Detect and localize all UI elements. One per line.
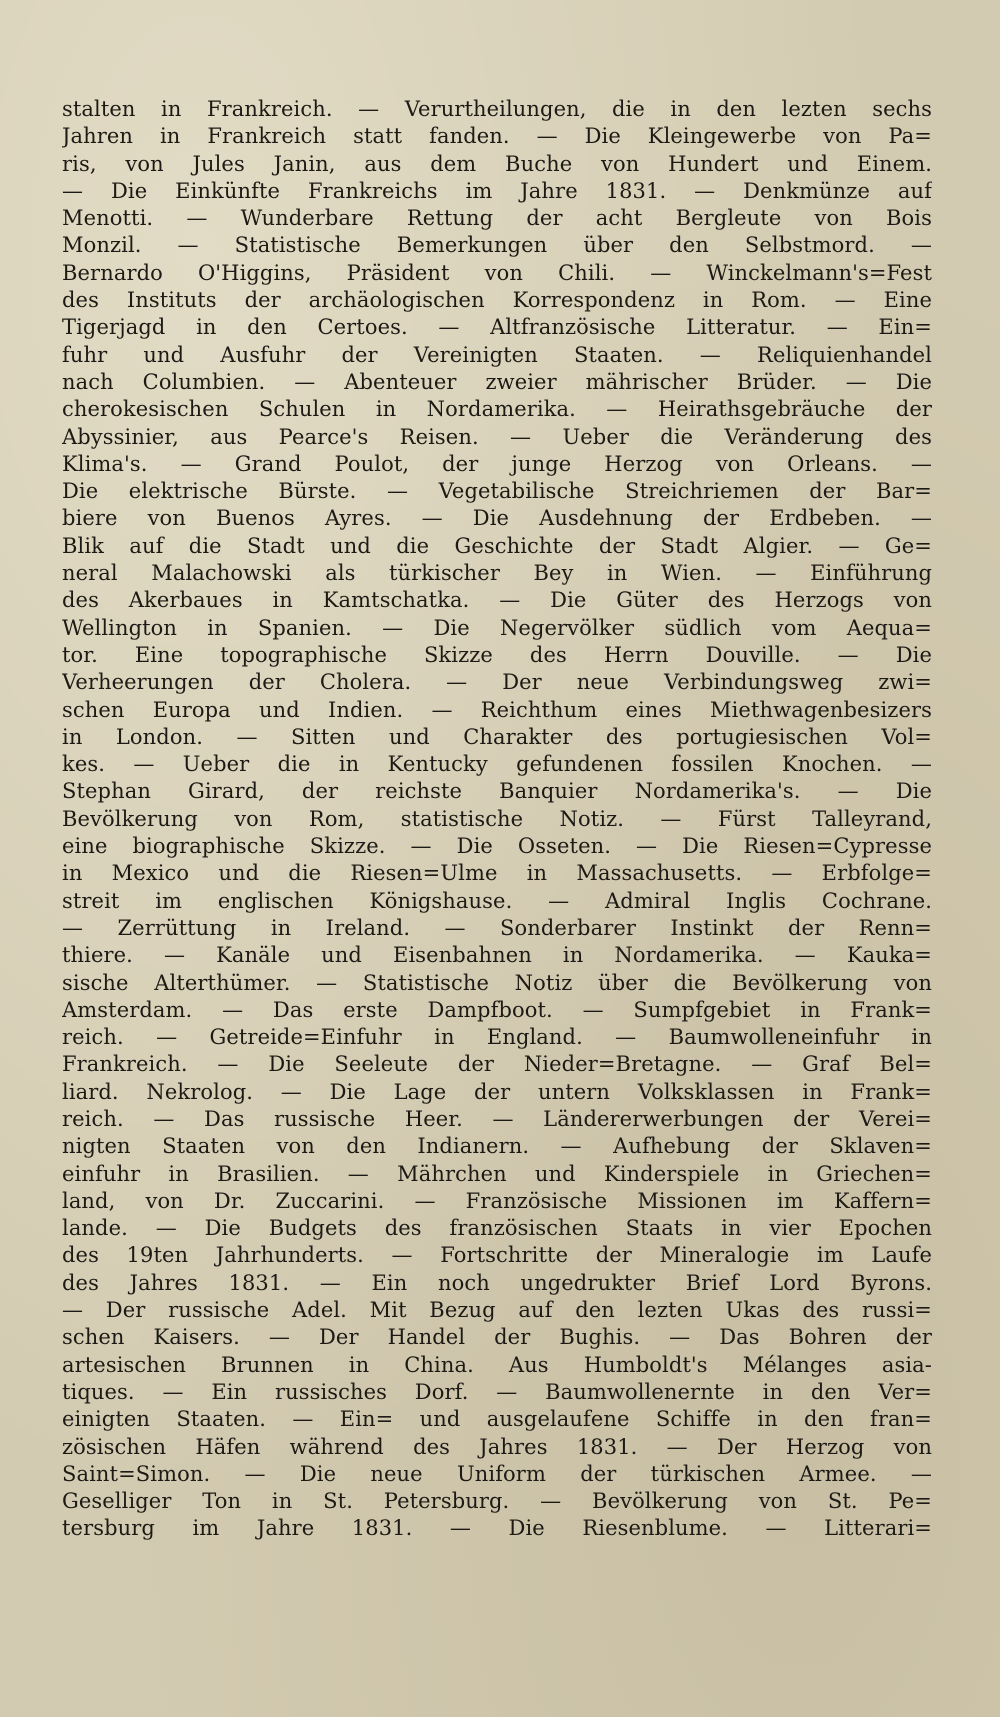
text-line: land, von Dr. Zuccarini. — Französische Missionen im Kaffern=	[62, 1188, 932, 1213]
text-line: Frankreich. — Die Seeleute der Nieder=Bretagne. — Graf Bel=	[62, 1052, 932, 1077]
text-line: einfuhr in Brasilien. — Mährchen und Kinderspiele in Griechen=	[62, 1161, 932, 1186]
text-line: Abyssinier, aus Pearce's Reisen. — Ueber die Veränderung des	[62, 424, 932, 449]
text-line: nach Columbien. — Abenteuer zweier mährischer Brüder. — Die	[62, 369, 932, 394]
text-line: cherokesischen Schulen in Nordamerika. — Heirathsgebräuche der	[62, 397, 932, 422]
text-line: in Mexico und die Riesen=Ulme in Massachusetts. — Erbfolge=	[62, 861, 932, 886]
text-line: kes. — Ueber die in Kentucky gefundenen fossilen Knochen. —	[62, 752, 932, 777]
text-line: sische Alterthümer. — Statistische Notiz über die Bevölkerung von	[62, 970, 932, 995]
text-line: tiques. — Ein russisches Dorf. — Baumwollenernte in den Ver=	[62, 1379, 932, 1404]
text-line: liard. Nekrolog. — Die Lage der untern Volksklassen in Frank=	[62, 1079, 932, 1104]
text-line: Die elektrische Bürste. — Vegetabilische Streichriemen der Bar=	[62, 479, 932, 504]
text-line: Geselliger Ton in St. Petersburg. — Bevölkerung von St. Pe=	[62, 1489, 932, 1514]
text-line: zösischen Häfen während des Jahres 1831. — Der Herzog von	[62, 1434, 932, 1459]
text-line: lande. — Die Budgets des französischen Staats in vier Epochen	[62, 1216, 932, 1241]
text-line: einigten Staaten. — Ein= und ausgelaufene Schiffe in den fran=	[62, 1407, 932, 1432]
text-line: reich. — Das russische Heer. — Ländererwerbungen der Verei=	[62, 1106, 932, 1131]
body-text	[62, 96, 932, 1543]
text-line: — Zerrüttung in Ireland. — Sonderbarer Instinkt der Renn=	[62, 915, 932, 940]
text-line: — Die Einkünfte Frankreichs im Jahre 1831. — Denkmünze auf	[62, 178, 932, 203]
text-line: Menotti. — Wunderbare Rettung der acht Bergleute von Bois	[62, 206, 932, 231]
text-line: Jahren in Frankreich statt fanden. — Die Kleingewerbe von Pa=	[62, 124, 932, 149]
text-line: Monzil. — Statistische Bemerkungen über den Selbstmord. —	[62, 233, 932, 258]
text-line: eine biographische Skizze. — Die Osseten. — Die Riesen=Cypresse	[62, 834, 932, 859]
text-line: stalten in Frankreich. — Verurtheilungen, die in den lezten sechs	[62, 97, 932, 121]
text-line: schen Kaisers. — Der Handel der Bughis. — Das Bohren der	[62, 1325, 932, 1350]
text-line: des Instituts der archäologischen Korrespondenz in Rom. — Eine	[62, 288, 932, 313]
text-line: Klima's. — Grand Poulot, der junge Herzog von Orleans. —	[62, 451, 932, 476]
text-line: fuhr und Ausfuhr der Vereinigten Staaten. — Reliquienhandel	[62, 342, 932, 367]
text-line: des Akerbaues in Kamtschatka. — Die Güter des Herzogs von	[62, 588, 932, 613]
text-line: Tigerjagd in den Certoes. — Altfranzösische Litteratur. — Ein=	[62, 315, 932, 340]
text-line: artesischen Brunnen in China. Aus Humboldt's Mélanges asia-	[62, 1352, 932, 1377]
text-line: des 19ten Jahrhunderts. — Fortschritte der Mineralogie im Laufe	[62, 1243, 932, 1268]
text-line: Blik auf die Stadt und die Geschichte der Stadt Algier. — Ge=	[62, 533, 932, 558]
text-line: reich. — Getreide=Einfuhr in England. — Baumwolleneinfuhr in	[62, 1025, 932, 1050]
text-line: — Der russische Adel. Mit Bezug auf den lezten Ukas des russi=	[62, 1298, 932, 1323]
text-line: Verheerungen der Cholera. — Der neue Verbindungsweg zwi=	[62, 670, 932, 695]
text-line: neral Malachowski als türkischer Bey in Wien. — Einführung	[62, 561, 932, 586]
text-line: Bernardo O'Higgins, Präsident von Chili. — Winckelmann's=Fest	[62, 260, 932, 285]
text-line: Saint=Simon. — Die neue Uniform der türkischen Armee. —	[62, 1461, 932, 1486]
text-line: thiere. — Kanäle und Eisenbahnen in Nordamerika. — Kauka=	[62, 943, 932, 968]
text-line: biere von Buenos Ayres. — Die Ausdehnung der Erdbeben. —	[62, 506, 932, 531]
text-line: des Jahres 1831. — Ein noch ungedrukter Brief Lord Byrons.	[62, 1270, 932, 1295]
text-line: nigten Staaten von den Indianern. — Aufhebung der Sklaven=	[62, 1134, 932, 1159]
text-line: tor. Eine topographische Skizze des Herrn Douville. — Die	[62, 642, 932, 667]
text-line: schen Europa und Indien. — Reichthum eines Miethwagenbesizers	[62, 697, 932, 722]
text-line: Amsterdam. — Das erste Dampfboot. — Sumpfgebiet in Frank=	[62, 997, 932, 1022]
text-line: Wellington in Spanien. — Die Negervölker südlich vom Aequa=	[62, 615, 932, 640]
text-line: streit im englischen Königshause. — Admiral Inglis Cochrane.	[62, 888, 932, 913]
text-line: in London. — Sitten und Charakter des portugiesischen Vol=	[62, 724, 932, 749]
text-line: ris, von Jules Janin, aus dem Buche von Hundert und Einem.	[62, 151, 932, 176]
text-line: Stephan Girard, der reichste Banquier Nordamerika's. — Die	[62, 779, 932, 804]
text-line: tersburg im Jahre 1831. — Die Riesenblume. — Litterari=	[62, 1516, 932, 1541]
text-line: Bevölkerung von Rom, statistische Notiz. — Fürst Talleyrand,	[62, 806, 932, 831]
